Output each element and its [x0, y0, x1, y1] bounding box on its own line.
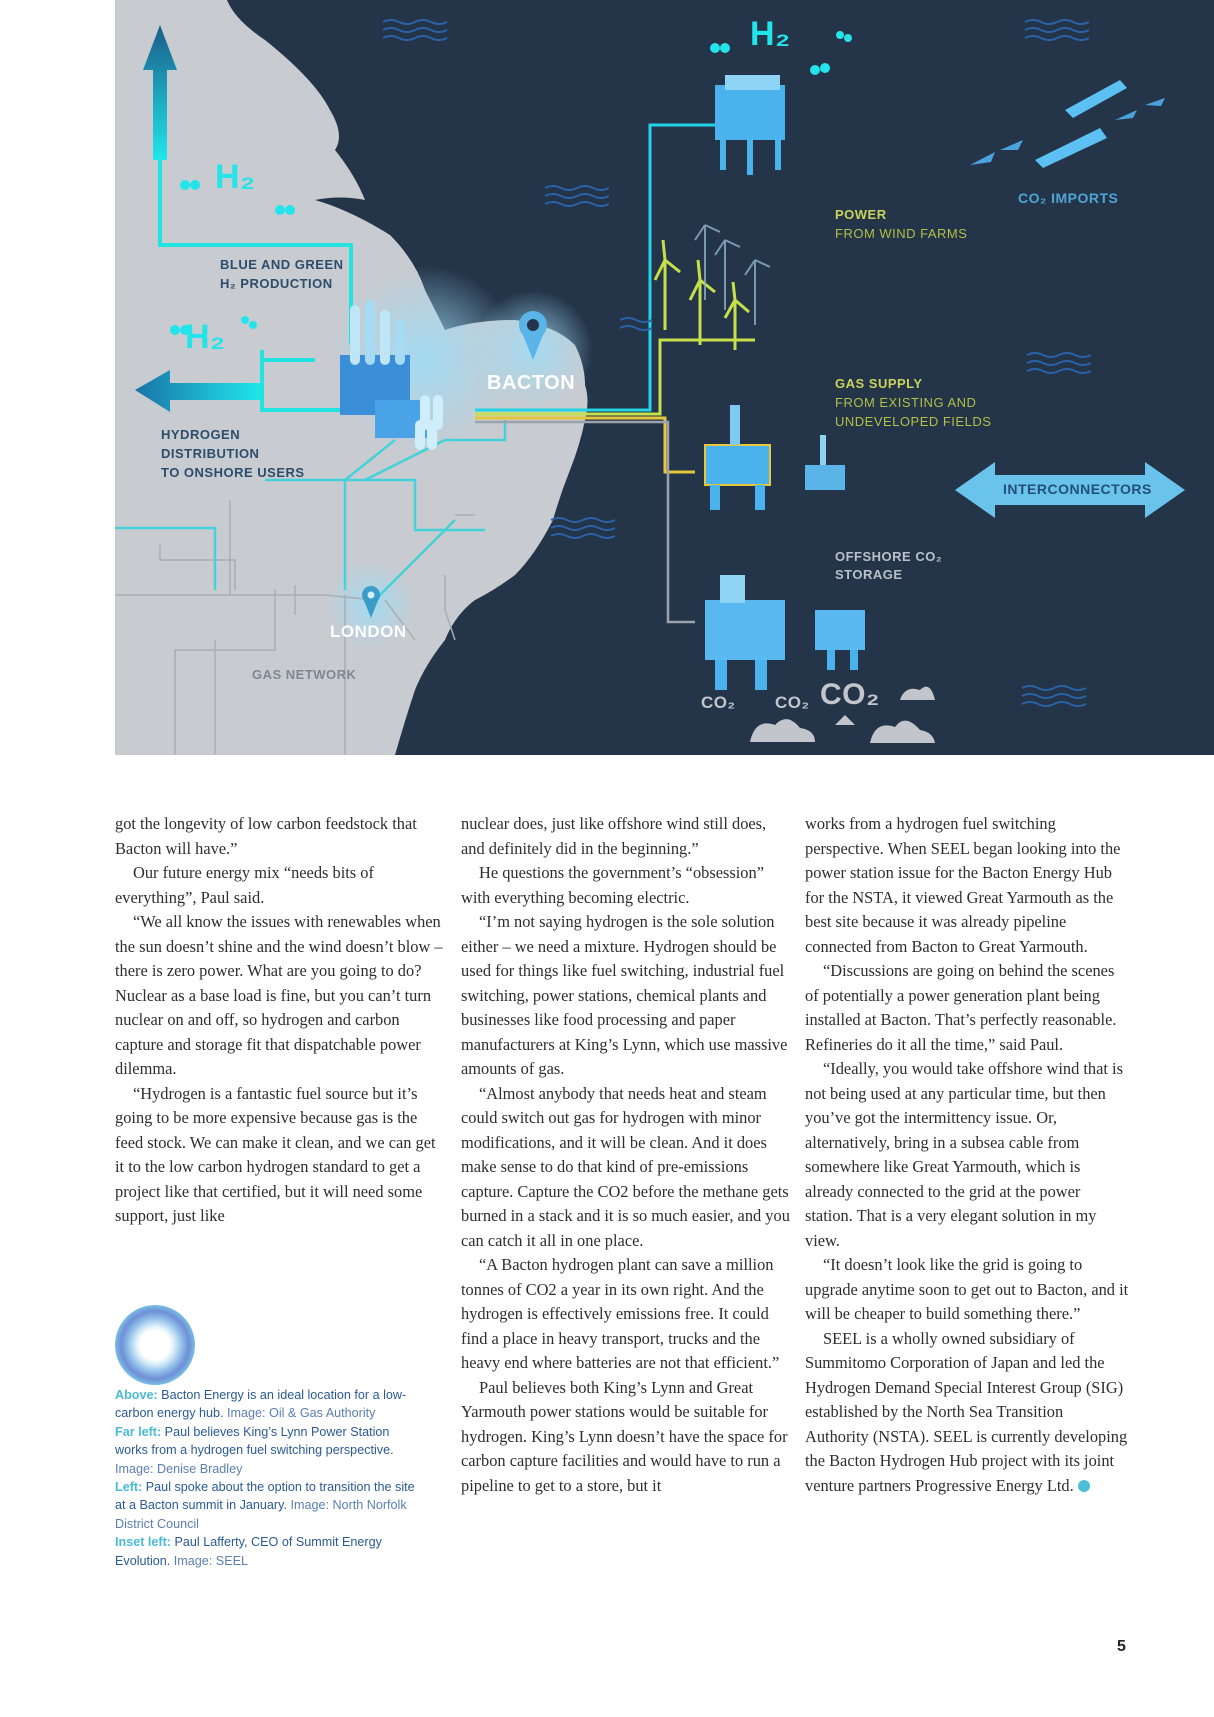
- article-column-2: [461, 812, 791, 1498]
- caption-inset-left: [115, 1533, 415, 1570]
- label-title: GAS SUPPLY: [835, 376, 923, 391]
- photo-captions: [115, 1386, 415, 1570]
- paragraph: “A Bacton hydrogen plant can save a million tonnes of CO2 a year in its own right. And the hydrogen is effectively emissions free. It could find a place in heavy transport, trucks and the heavy end where batteries are not that efficient.”: [461, 1255, 780, 1372]
- label-sub: FROM WIND FARMS: [835, 226, 968, 241]
- label-sub: UNDEVELOPED FIELDS: [835, 414, 992, 429]
- paragraph: Our future energy mix “needs bits of everything”, Paul said.: [115, 863, 374, 907]
- paragraph-text: SEEL is a wholly owned subsidiary of Summitomo Corporation of Japan and led the Hydrogen Demand Special Interest Group (SIG) established by the North Sea Transition Authority (NSTA). SEEL is currently developing the Bacton Hydrogen Hub project with its joint venture partners Progressive Energy Ltd.: [805, 1328, 1128, 1495]
- caption-key: Left:: [115, 1480, 143, 1495]
- co2-symbol-2: CO₂: [775, 693, 810, 712]
- caption-text: Bacton Energy is an ideal location for a low-carbon energy hub.: [115, 1388, 407, 1421]
- paragraph: He questions the government’s “obsession” with everything becoming electric.: [461, 863, 764, 907]
- caption-text: Paul believes King’s Lynn Power Station works from a hydrogen fuel switching perspective.: [115, 1424, 394, 1458]
- bacton-energy-hub-infographic: [115, 0, 1214, 755]
- label-bacton: BACTON: [487, 372, 576, 394]
- label-title: POWER: [835, 207, 887, 222]
- summit-energy-logo-icon: [115, 1305, 195, 1385]
- article-column-3: [805, 812, 1130, 1498]
- label-line: H₂ PRODUCTION: [220, 276, 333, 291]
- gas-platform-icons: [705, 405, 845, 510]
- paragraph: “Ideally, you would take offshore wind that is not being used at any particular time, but then you’ve got the intermittency issue. Or, alternatively, bring in a subsea cable from somewhere like Great Yarmouth, which is already connected to the grid at the power station. That is a very elegant solution in my view.: [805, 1059, 1123, 1250]
- caption-key: Above:: [115, 1388, 158, 1402]
- h2-symbol-north: H₂: [215, 158, 256, 196]
- paragraph: “It doesn’t look like the grid is going to upgrade anytime soon to get out to Bacton, and it will be cheaper to build something there.”: [805, 1255, 1129, 1323]
- paragraph: “Discussions are going on behind the scenes of potentially a power generation plant being installed at Bacton. That’s perfectly reasonable. Refineries do it all the time,” said Paul.: [805, 961, 1117, 1054]
- paragraph: “I’m not saying hydrogen is the sole solution either – we need a mixture. Hydrogen should be used for things like fuel switching, industrial fuel switching, power stations, chemical plants and businesses like food processing and paper manufacturers at King’s Lynn, which use massive amounts of gas.: [461, 912, 788, 1078]
- label-line: OFFSHORE CO₂: [835, 549, 943, 564]
- end-of-article-dot-icon: [1078, 1480, 1090, 1492]
- caption-credit: Image: Denise Bradley: [115, 1461, 243, 1476]
- caption-credit: Image: Oil & Gas Authority: [223, 1406, 376, 1421]
- label-sub: FROM EXISTING AND: [835, 395, 977, 410]
- caption-far-left: [115, 1423, 415, 1478]
- paragraph: got the longevity of low carbon feedstock that Bacton will have.”: [115, 814, 417, 858]
- label-interconnectors: INTERCONNECTORS: [1003, 481, 1152, 497]
- caption-left: [115, 1478, 415, 1533]
- page-number: 5: [1117, 1638, 1126, 1655]
- co2-symbol-3: CO₂: [820, 678, 880, 711]
- paragraph: works from a hydrogen fuel switching perspective. When SEEL began looking into the power station issue for the Bacton Energy Hub for the NSTA, it viewed Great Yarmouth as the best site because it was already pipeline connected from Bacton to Great Yarmouth.: [805, 814, 1121, 956]
- label-line: DISTRIBUTION: [161, 446, 260, 461]
- map-graphic: [115, 0, 1214, 755]
- paragraph: “Hydrogen is a fantastic fuel source but it’s going to be more expensive because gas is the feed stock. We can make it clean, and we can get it to the low carbon hydrogen standard to get a project like that certified, but it will need some support, just like: [115, 1083, 436, 1225]
- co2-symbol-1: CO₂: [701, 693, 736, 712]
- paragraph: nuclear does, just like offshore wind still does, and definitely did in the beginning.”: [461, 814, 767, 858]
- label-hydrogen-distribution: [161, 425, 305, 482]
- paragraph: Paul believes both King’s Lynn and Great Yarmouth power stations would be suitable for hydrogen. King’s Lynn doesn’t have the space for carbon capture facilities and would have to run a pipeline to get to a store, but it: [461, 1377, 788, 1495]
- caption-key: Far left:: [115, 1424, 162, 1439]
- label-offshore-co2-storage: [835, 548, 942, 584]
- offshore-hydrogen-platform-icon: [715, 75, 785, 175]
- label-london: LONDON: [330, 622, 407, 641]
- label-line: HYDROGEN: [161, 427, 241, 442]
- label-blue-green-production: [220, 255, 344, 293]
- co2-storage-platform-icons: [705, 575, 865, 690]
- label-power-wind-farms: [835, 205, 967, 243]
- caption-text: Paul Lafferty, CEO of Summit Energy Evolution.: [115, 1535, 382, 1568]
- label-gas-network: GAS NETWORK: [252, 667, 357, 682]
- label-gas-supply: [835, 374, 991, 431]
- paragraph: “We all know the issues with renewables when the sun doesn’t shine and the wind doesn’t blow – there is zero power. What are you going to do? Nuclear as a base load is fine, but you can’t turn nuclear on and off, so hydrogen and carbon capture and storage fit that dispatchable power dilemma.: [115, 912, 443, 1078]
- co2-ship-icons: [1035, 80, 1127, 168]
- h2-symbol-offshore: H₂: [750, 15, 791, 53]
- caption-text: Paul spoke about the option to transition the site at a Bacton summit in January.: [115, 1480, 415, 1513]
- caption-credit: Image: SEEL: [170, 1553, 249, 1568]
- label-line: TO ONSHORE USERS: [161, 465, 305, 480]
- paragraph-final: [805, 1327, 1130, 1499]
- caption-key: Inset left:: [115, 1535, 171, 1550]
- paragraph: “Almost anybody that needs heat and steam could switch out gas for hydrogen with minor modifications, and it will be clean. And it does make sense to do that kind of pre-emissions capture. Capture the CO2 before the methane gets burned in a stack and it is so much easier, and you can catch it all in one place.: [461, 1083, 790, 1250]
- label-line: STORAGE: [835, 567, 903, 582]
- label-line: BLUE AND GREEN: [220, 257, 344, 272]
- h2-symbol-west: H₂: [185, 318, 226, 356]
- article-column-1: [115, 812, 445, 1229]
- label-co2-imports: CO₂ IMPORTS: [1018, 190, 1119, 206]
- wind-turbine-icons: [655, 240, 749, 350]
- caption-credit: Image: North Norfolk District Council: [115, 1498, 407, 1531]
- caption-above: [115, 1386, 415, 1423]
